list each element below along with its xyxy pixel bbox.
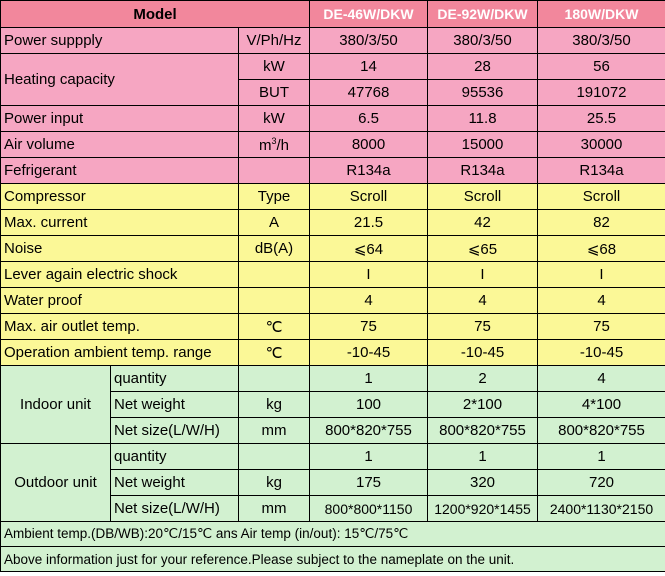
sub-label: Net size(L/W/H) — [111, 496, 239, 522]
unit-cell: mm — [239, 418, 310, 444]
value-cell: 4 — [428, 288, 538, 314]
value-cell: 75 — [538, 314, 665, 340]
unit-cell: kW — [239, 106, 310, 132]
unit-cell — [239, 132, 310, 158]
value-cell: 380/3/50 — [310, 28, 428, 54]
unit-cell: BUT — [239, 80, 310, 106]
air-volume-row — [1, 132, 665, 158]
unit-cell — [239, 262, 310, 288]
model-name: 180W/DKW — [538, 1, 665, 28]
value-cell: 1200*920*1455 — [428, 496, 538, 522]
value-cell: ⩽68 — [538, 236, 665, 262]
value-cell: Scroll — [538, 184, 665, 210]
model-name: DE-46W/DKW — [310, 1, 428, 28]
compressor-row — [1, 184, 665, 210]
unit-cell: A — [239, 210, 310, 236]
value-cell: 175 — [310, 470, 428, 496]
row-label: Power input — [1, 106, 239, 132]
value-cell: 191072 — [538, 80, 665, 106]
value-cell: 95536 — [428, 80, 538, 106]
unit-cell — [239, 444, 310, 470]
power-supply-row — [1, 28, 665, 54]
row-label: Max. air outlet temp. — [1, 314, 239, 340]
value-cell: 320 — [428, 470, 538, 496]
value-cell: 2 — [428, 366, 538, 392]
sub-label: Net weight — [111, 392, 239, 418]
value-cell: 25.5 — [538, 106, 665, 132]
value-cell: ⩽64 — [310, 236, 428, 262]
value-cell: 800*800*1150 — [310, 496, 428, 522]
value-cell: R134a — [428, 158, 538, 184]
value-cell: Scroll — [428, 184, 538, 210]
ambient-note-row — [1, 522, 665, 547]
value-cell: 380/3/50 — [538, 28, 665, 54]
value-cell: 4 — [310, 288, 428, 314]
max-current-row — [1, 210, 665, 236]
value-cell: 42 — [428, 210, 538, 236]
row-label: Air volume — [1, 132, 239, 158]
value-cell: 800*820*755 — [538, 418, 665, 444]
row-label: Power suppply — [1, 28, 239, 54]
sub-label: Net size(L/W/H) — [111, 418, 239, 444]
indoor-unit-label: Indoor unit — [1, 366, 111, 444]
value-cell: 11.8 — [428, 106, 538, 132]
header-row — [1, 1, 665, 28]
row-label: Compressor — [1, 184, 239, 210]
value-cell: -10-45 — [428, 340, 538, 366]
reference-note: Above information just for your reference.Please subject to the nameplate on the unit. — [1, 547, 665, 572]
noise-row — [1, 236, 665, 262]
value-cell: 21.5 — [310, 210, 428, 236]
value-cell: -10-45 — [310, 340, 428, 366]
row-label: Operation ambient temp. range — [1, 340, 239, 366]
unit-cell: dB(A) — [239, 236, 310, 262]
value-cell: 2400*1130*2150 — [538, 496, 665, 522]
value-cell: 1 — [310, 366, 428, 392]
unit-base: m — [258, 136, 272, 154]
model-header: Model — [1, 1, 310, 28]
value-cell: 4 — [538, 288, 665, 314]
value-cell: Scroll — [310, 184, 428, 210]
value-cell: -10-45 — [538, 340, 665, 366]
value-cell: 380/3/50 — [428, 28, 538, 54]
value-cell: 8000 — [310, 132, 428, 158]
electric-shock-row — [1, 262, 665, 288]
unit-cell: kg — [239, 392, 310, 418]
value-cell: 1 — [538, 444, 665, 470]
heating-capacity-row — [1, 54, 665, 80]
ambient-note: Ambient temp.(DB/WB):20℃/15℃ ans Air temp (in/out): 15℃/75℃ — [1, 522, 665, 547]
value-cell: 800*820*755 — [428, 418, 538, 444]
reference-note-row — [1, 547, 665, 572]
sub-label: Net weight — [111, 470, 239, 496]
value-cell: R134a — [538, 158, 665, 184]
value-cell: 47768 — [310, 80, 428, 106]
refrigerant-row — [1, 158, 665, 184]
unit-cell: kg — [239, 470, 310, 496]
row-label: Heating capacity — [1, 54, 239, 106]
value-cell: 28 — [428, 54, 538, 80]
value-cell: 1 — [428, 444, 538, 470]
value-cell: I — [428, 262, 538, 288]
unit-cell: kW — [239, 54, 310, 80]
operation-ambient-row — [1, 340, 665, 366]
row-label: Noise — [1, 236, 239, 262]
unit-cell: ℃ — [239, 340, 310, 366]
value-cell: 100 — [310, 392, 428, 418]
power-input-row — [1, 106, 665, 132]
unit-cell: mm — [239, 496, 310, 522]
model-name: DE-92W/DKW — [428, 1, 538, 28]
sub-label: quantity — [111, 366, 239, 392]
value-cell: I — [538, 262, 665, 288]
indoor-quantity-row — [1, 366, 665, 392]
unit-cell — [239, 158, 310, 184]
sub-label: quantity — [111, 444, 239, 470]
unit-tail: /h — [276, 136, 290, 154]
value-cell: 4*100 — [538, 392, 665, 418]
unit-cell: V/Ph/Hz — [239, 28, 310, 54]
value-cell: 75 — [310, 314, 428, 340]
unit-cell — [239, 288, 310, 314]
value-cell: 2*100 — [428, 392, 538, 418]
outdoor-unit-label: Outdoor unit — [1, 444, 111, 522]
value-cell: 720 — [538, 470, 665, 496]
water-proof-row — [1, 288, 665, 314]
unit-superscript: 3 — [271, 135, 277, 146]
value-cell: 14 — [310, 54, 428, 80]
value-cell: 75 — [428, 314, 538, 340]
value-cell: 15000 — [428, 132, 538, 158]
value-cell: 82 — [538, 210, 665, 236]
unit-cell — [239, 366, 310, 392]
max-air-outlet-row — [1, 314, 665, 340]
row-label: Fefrigerant — [1, 158, 239, 184]
value-cell: R134a — [310, 158, 428, 184]
value-cell: ⩽65 — [428, 236, 538, 262]
value-cell: I — [310, 262, 428, 288]
value-cell: 1 — [310, 444, 428, 470]
value-cell: 4 — [538, 366, 665, 392]
row-label: Max. current — [1, 210, 239, 236]
row-label: Water proof — [1, 288, 239, 314]
value-cell: 6.5 — [310, 106, 428, 132]
value-cell: 800*820*755 — [310, 418, 428, 444]
outdoor-quantity-row — [1, 444, 665, 470]
unit-cell: ℃ — [239, 314, 310, 340]
unit-cell: Type — [239, 184, 310, 210]
value-cell: 56 — [538, 54, 665, 80]
value-cell: 30000 — [538, 132, 665, 158]
row-label: Lever again electric shock — [1, 262, 239, 288]
